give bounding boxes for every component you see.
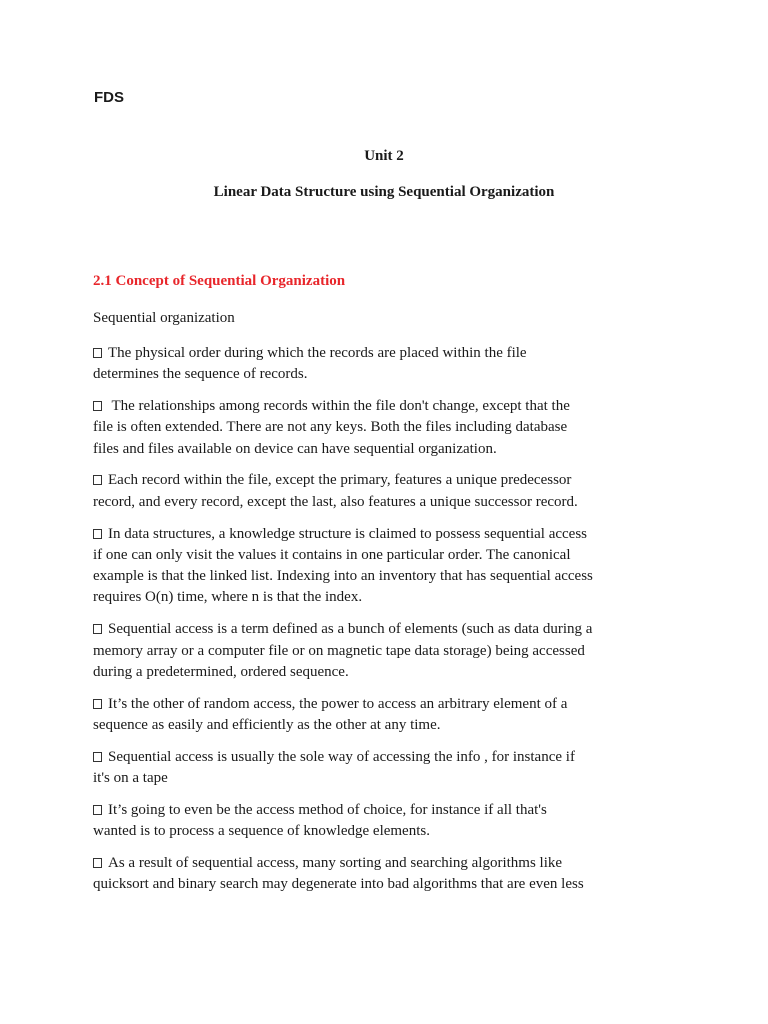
paragraph-line: it's on a tape bbox=[93, 770, 168, 787]
paragraph-line bbox=[93, 619, 683, 640]
paragraph-line: file is often extended. There are not any keys. Both the files including database bbox=[93, 419, 568, 436]
paragraph-line bbox=[93, 694, 683, 715]
paragraph-line: during a predetermined, ordered sequence. bbox=[93, 663, 349, 680]
paragraph-line bbox=[93, 343, 683, 364]
paragraph-line: sequence as easily and efficiently as the other at any time. bbox=[93, 716, 441, 733]
paragraph-line-text: The physical order during which the records are placed within the file bbox=[108, 345, 527, 361]
paragraph-line bbox=[93, 524, 683, 545]
document-subtitle: Linear Data Structure using Sequential Organization bbox=[213, 184, 555, 200]
paragraph-line: files and files available on device can have sequential organization. bbox=[93, 440, 497, 457]
unit-title: Unit 2 bbox=[364, 148, 404, 164]
paragraph-line: requires O(n) time, where n is that the index. bbox=[93, 589, 363, 606]
paragraph-line-text: The relationships among records within the file don't change, except that the bbox=[108, 398, 570, 415]
bullet-paragraph bbox=[93, 694, 683, 737]
box-bullet-icon bbox=[93, 752, 102, 762]
bullet-paragraph bbox=[93, 470, 683, 513]
paragraph-line: record, and every record, except the last, also features a unique successor record. bbox=[93, 493, 578, 510]
paragraph-line bbox=[93, 470, 683, 491]
course-label: FDS bbox=[94, 89, 124, 106]
paragraph-line: if one can only visit the values it contains in one particular order. The canonical bbox=[93, 546, 571, 563]
bullet-paragraph bbox=[93, 524, 683, 609]
box-bullet-icon bbox=[93, 401, 102, 411]
paragraph-line bbox=[93, 396, 683, 417]
bullet-paragraph bbox=[93, 853, 683, 896]
section-heading: 2.1 Concept of Sequential Organization bbox=[93, 273, 346, 289]
box-bullet-icon bbox=[93, 858, 102, 868]
paragraph-line-text: It’s going to even be the access method of choice, for instance if all that's bbox=[108, 801, 547, 818]
bullet-paragraph bbox=[93, 619, 683, 683]
paragraph-line: example is that the linked list. Indexing into an inventory that has sequential access bbox=[93, 568, 593, 585]
paragraph-line-text: Each record within the file, except the primary, features a unique predecessor bbox=[108, 472, 572, 489]
bullet-paragraph bbox=[93, 343, 683, 386]
paragraph-line: quicksort and binary search may degenerate into bad algorithms that are even less bbox=[93, 876, 584, 893]
paragraph-line: determines the sequence of records. bbox=[93, 366, 308, 383]
paragraph-line bbox=[93, 853, 683, 874]
paragraph-line-text: As a result of sequential access, many sorting and searching algorithms like bbox=[108, 854, 563, 871]
paragraph-line-text: Sequential access is usually the sole way of accessing the info , for instance if bbox=[108, 748, 575, 765]
paragraph-line: memory array or a computer file or on magnetic tape data storage) being accessed bbox=[93, 642, 585, 659]
paragraph-line-text: In data structures, a knowledge structure is claimed to possess sequential access bbox=[108, 525, 588, 542]
box-bullet-icon bbox=[93, 699, 102, 709]
box-bullet-icon bbox=[93, 529, 102, 539]
paragraph-line-text: It’s the other of random access, the power to access an arbitrary element of a bbox=[108, 695, 568, 712]
paragraph-line: wanted is to process a sequence of knowledge elements. bbox=[93, 823, 430, 840]
bullet-paragraph bbox=[93, 396, 683, 460]
paragraph-list bbox=[93, 343, 683, 906]
bullet-paragraph bbox=[93, 747, 683, 790]
bullet-paragraph bbox=[93, 800, 683, 843]
box-bullet-icon bbox=[93, 475, 102, 485]
section-intro: Sequential organization bbox=[93, 310, 235, 326]
paragraph-line bbox=[93, 800, 683, 821]
box-bullet-icon bbox=[93, 624, 102, 634]
box-bullet-icon bbox=[93, 805, 102, 815]
paragraph-line-text: Sequential access is a term defined as a bunch of elements (such as data during a bbox=[108, 621, 593, 638]
box-bullet-icon bbox=[93, 348, 102, 358]
paragraph-line bbox=[93, 747, 683, 768]
